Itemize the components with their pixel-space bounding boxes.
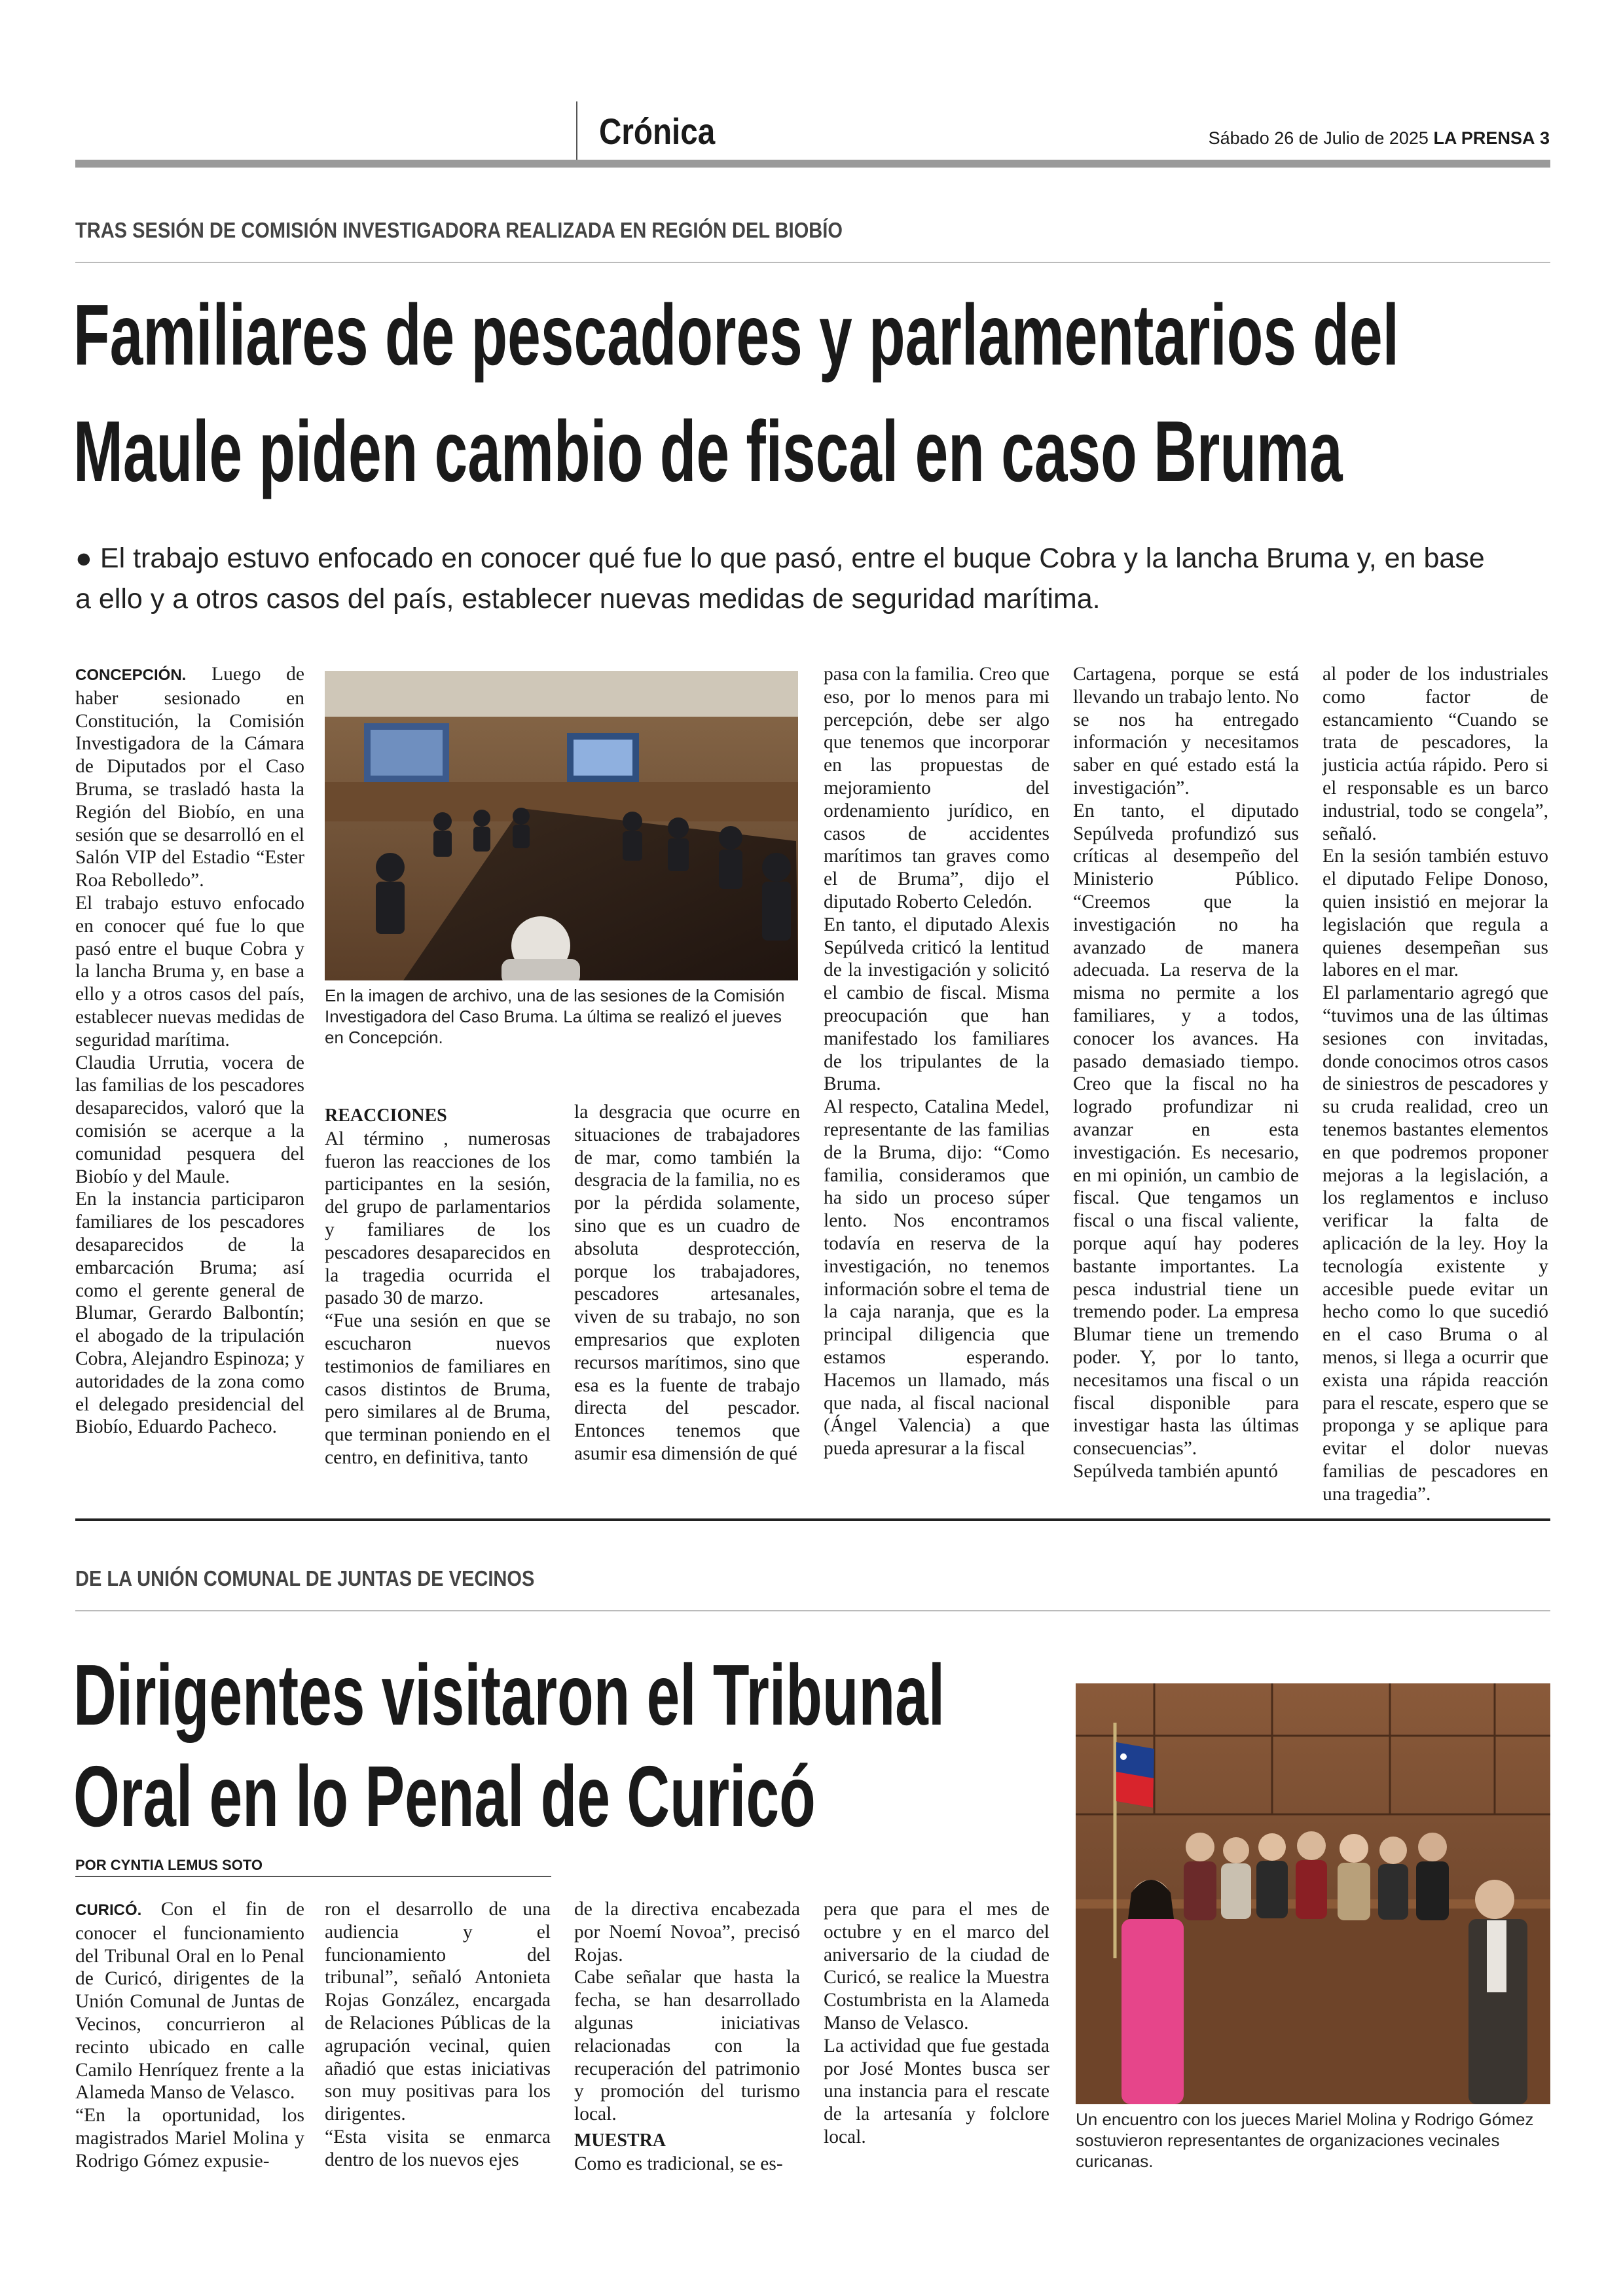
article1-col5: Cartagena, porque se está llevando un trabajo lento. No se nos ha entregado información y necesitamos saber en qué estado está la investigación”. En tanto, el diputado Sepúlveda profundizó sus críticas al desempeño del Ministerio Público. “Creemos que la investigación no ha avanzado de manera adecuada. La reserva de la misma no permite a los familiares, y a todos, conocer los avances. Ha pasado demasiado tiempo. Creo que la fiscal no ha logrado profundizar ni avanzar en esta investigación. Es necesario, en mi opinión, un cambio de fiscal. Que tengamos un fiscal o una fiscal valiente, porque aquí hay poderes bastante importantes. La pesca industrial tiene un tremendo poder. La empresa Blumar tiene un tremendo poder. Y, por lo tanto, necesitamos una fiscal o un fiscal disponible para investigar hasta las últimas consecuencias”. Sepúlveda también apuntó xyxy=(1073,664,1299,1482)
article1-kicker: TRAS SESIÓN DE COMISIÓN INVESTIGADORA REALIZADA EN REGIÓN DEL BIOBÍO xyxy=(75,218,843,242)
summary-line2: a ello y a otros casos del país, establecer nuevas medidas de seguridad marítima. xyxy=(75,583,1101,615)
article1-photo xyxy=(325,671,798,980)
subhead-muestra: MUESTRA xyxy=(574,2130,666,2151)
committee-session-photo xyxy=(325,671,798,980)
dateline-curico: CURICÓ. xyxy=(75,1901,142,1919)
article1-col1: CONCEPCIÓN. Luego de haber sesionado en Constitución, la Comisión Investigadora de la Cámara de Diputados por el Caso Bruma, se trasladó hasta la Región del Biobío, en una sesión que se desarrolló en el Salón VIP del Estadio “Ester Roa Rebolledo”. El trabajo estuvo enfocado en conocer qué fue lo que pasó entre el buque Cobra y la lancha Bruma y, en base a ello y a otros casos del país, establecer nuevas medidas de seguridad marítima. Claudia Urrutia, vocera de las familias de los pescadores desaparecidos, valoró que la comisión se acerque a la comunidad pesquera del Biobío y del Maule. En la instancia participaron familiares de los pescadores desaparecidos de la embarcación Bruma; así como el gerente general de Blumar, Gerardo Balbontín; el abogado de la tripulación Cobra, Alejandro Espinoza; y autoridades de la zona como el delegado presidencial del Biobío, Eduardo Pacheco. xyxy=(75,664,304,1438)
article1-summary xyxy=(75,538,1555,619)
article1-col3: la desgracia que ocurre en situaciones de trabajadores de mar, como también la desgracia de la familia, no es por la pérdida solamente, sino que es un cuadro de absoluta desprotección, porque los trabajadores, pescadores artesanales, viven de su trabajo, no son empresarios que exploten recursos marítimos, sino que esa es la fuente de trabajo directa del pescador. Entonces tenemos que asumir esa dimensión de qué xyxy=(574,1102,800,1464)
courtroom-group-photo xyxy=(1076,1683,1550,2104)
article2-photo-caption: Un encuentro con los jueces Mariel Molina y Rodrigo Gómez sostuvieron representantes de organizaciones vecinales curicanas. xyxy=(1076,2109,1534,2171)
paper-name: LA PRENSA xyxy=(1433,128,1535,148)
section-title: Crónica xyxy=(599,111,716,152)
header-bar xyxy=(75,160,1550,168)
bullet-icon: ● xyxy=(75,543,100,574)
article2-col1: CURICÓ. Con el fin de conocer el funcionamiento del Tribunal Oral en lo Penal de Curicó, dirigentes de la Unión Comunal de Juntas de Vecinos, concurrieron al recinto ubicado en calle Camilo Henríquez frente a la Alameda Manso de Velasco. “En la oportunidad, los magistrados Mariel Molina y Rodrigo Gómez expusie- xyxy=(75,1899,304,2172)
article1-title-line2: Maule piden cambio de fiscal en caso Bruma xyxy=(73,403,1343,499)
summary-line1: ● El trabajo estuvo enfocado en conocer qué fue lo que pasó, entre el buque Cobra y la lancha Bruma y, en base xyxy=(75,543,1485,574)
dateline: CONCEPCIÓN. xyxy=(75,666,187,684)
byline: POR CYNTIA LEMUS SOTO xyxy=(75,1857,263,1873)
article2-photo xyxy=(1076,1683,1550,2104)
article2-kicker-rule xyxy=(75,1610,1550,1611)
article1-col6: al poder de los industriales como factor de estancamiento “Cuando se trata de pescadores, la justicia actúa rápido. Pero si el responsable es un barco industrial, todo se congela”, señaló. En la sesión también estuvo el diputado Felipe Donoso, quien insistió en mejorar la legislación que regula a quienes desempeñan sus labores en el mar. El parlamentario agregó que “tuvimos una de las últimas sesiones con invitadas, donde conocimos otros casos de siniestros de pescadores y su cruda realidad, creo un tenemos bastantes elementos en que podremos proponer mejoras a la legislación, a los reglamentos e incluso verificar la falta de aplicación de la ley. Hoy la tecnología existente y accesible puede evitar un hecho como lo que sucedió en el caso Bruma o al menos, si llega a ocurrir que exista una rápida reacción para el rescate, espero que se proponga y se aplique para evitar el dolor nuevas familias de pescadores en una tragedia”. xyxy=(1322,664,1548,1505)
byline-rule xyxy=(75,1876,551,1877)
article1-title-line1: Familiares de pescadores y parlamentarios del xyxy=(73,287,1399,383)
article2-title-line1: Dirigentes visitaron el Tribunal xyxy=(73,1647,945,1743)
subhead-reacciones: REACCIONES xyxy=(325,1105,447,1126)
article-separator xyxy=(75,1518,1550,1521)
article2-title-line2: Oral en lo Penal de Curicó xyxy=(73,1748,816,1844)
article1-col2: REACCIONES Al término , numerosas fueron las reacciones de los participantes en la sesión, del grupo de parlamentarios y familiares de los pescadores desaparecidos en la tragedia ocurrida el pasado 30 de marzo. “Fue una sesión en que se escucharon nuevos testimonios de familiares en casos distintos de Bruma, pero similares al de Bruma, que terminan poniendo en el centro, en definitiva, tanto xyxy=(325,1105,551,1468)
article2-col4: pera que para el mes de octubre y en el marco del aniversario de la ciudad de Curicó, se realice la Muestra Costumbrista en la Alameda Manso de Velasco. La actividad que fue gestada por José Montes busca ser una instancia para el rescate de la artesanía y folclore local. xyxy=(824,1899,1049,2147)
article1-col4: pasa con la familia. Creo que eso, por lo menos para mi percepción, debe ser algo que tenemos que incorporar en las propuestas de mejoramiento del ordenamiento jurídico, en casos de accidentes marítimos tan graves como el de Bruma”, dijo el diputado Roberto Celedón. En tanto, el diputado Alexis Sepúlveda criticó la lentitud de la investigación y solicitó el cambio de fiscal. Misma preocupación que han manifestado los familiares de los tripulantes de la Bruma. Al respecto, Catalina Medel, representante de las familias de la Bruma, dijo: “Como familia, consideramos que ha sido un proceso súper lento. Nos encontramos todavía en reserva de la investigación, no tenemos información sobre el tema de la caja naranja, que es la principal diligencia que estamos esperando. Hacemos un llamado, más que nada, al fiscal nacional (Ángel Valencia) a que pueda apresurar a la fiscal xyxy=(824,664,1049,1460)
article2-kicker: DE LA UNIÓN COMUNAL DE JUNTAS DE VECINOS xyxy=(75,1566,535,1590)
article1-kicker-rule xyxy=(75,262,1550,263)
header-date: Sábado 26 de Julio de 2025 xyxy=(1208,128,1429,148)
header-date-line xyxy=(1209,128,1550,149)
page-number: 3 xyxy=(1539,128,1550,148)
article2-col3: de la directiva encabezada por Noemí Novoa”, precisó Rojas. Cabe señalar que hasta la fecha, se han desarrollado algunas iniciativas relacionadas con la recuperación del patrimonio y promoción del turismo local. MUESTRA Como es tradicional, se es- xyxy=(574,1899,800,2174)
article1-photo-caption: En la imagen de archivo, una de las sesiones de la Comisión Investigadora del Caso Bruma. La última se realizó el jueves en Concepción. xyxy=(325,986,785,1047)
article2-col2: ron el desarrollo de una audiencia y el funcionamiento del tribunal”, señaló Antonieta Rojas González, encargada de Relaciones Públicas de la agrupación vecinal, quien añadió que estas iniciativas son muy positivas para los dirigentes. “Esta visita se enmarca dentro de los nuevos ejes xyxy=(325,1899,551,2170)
header-divider xyxy=(576,101,577,160)
